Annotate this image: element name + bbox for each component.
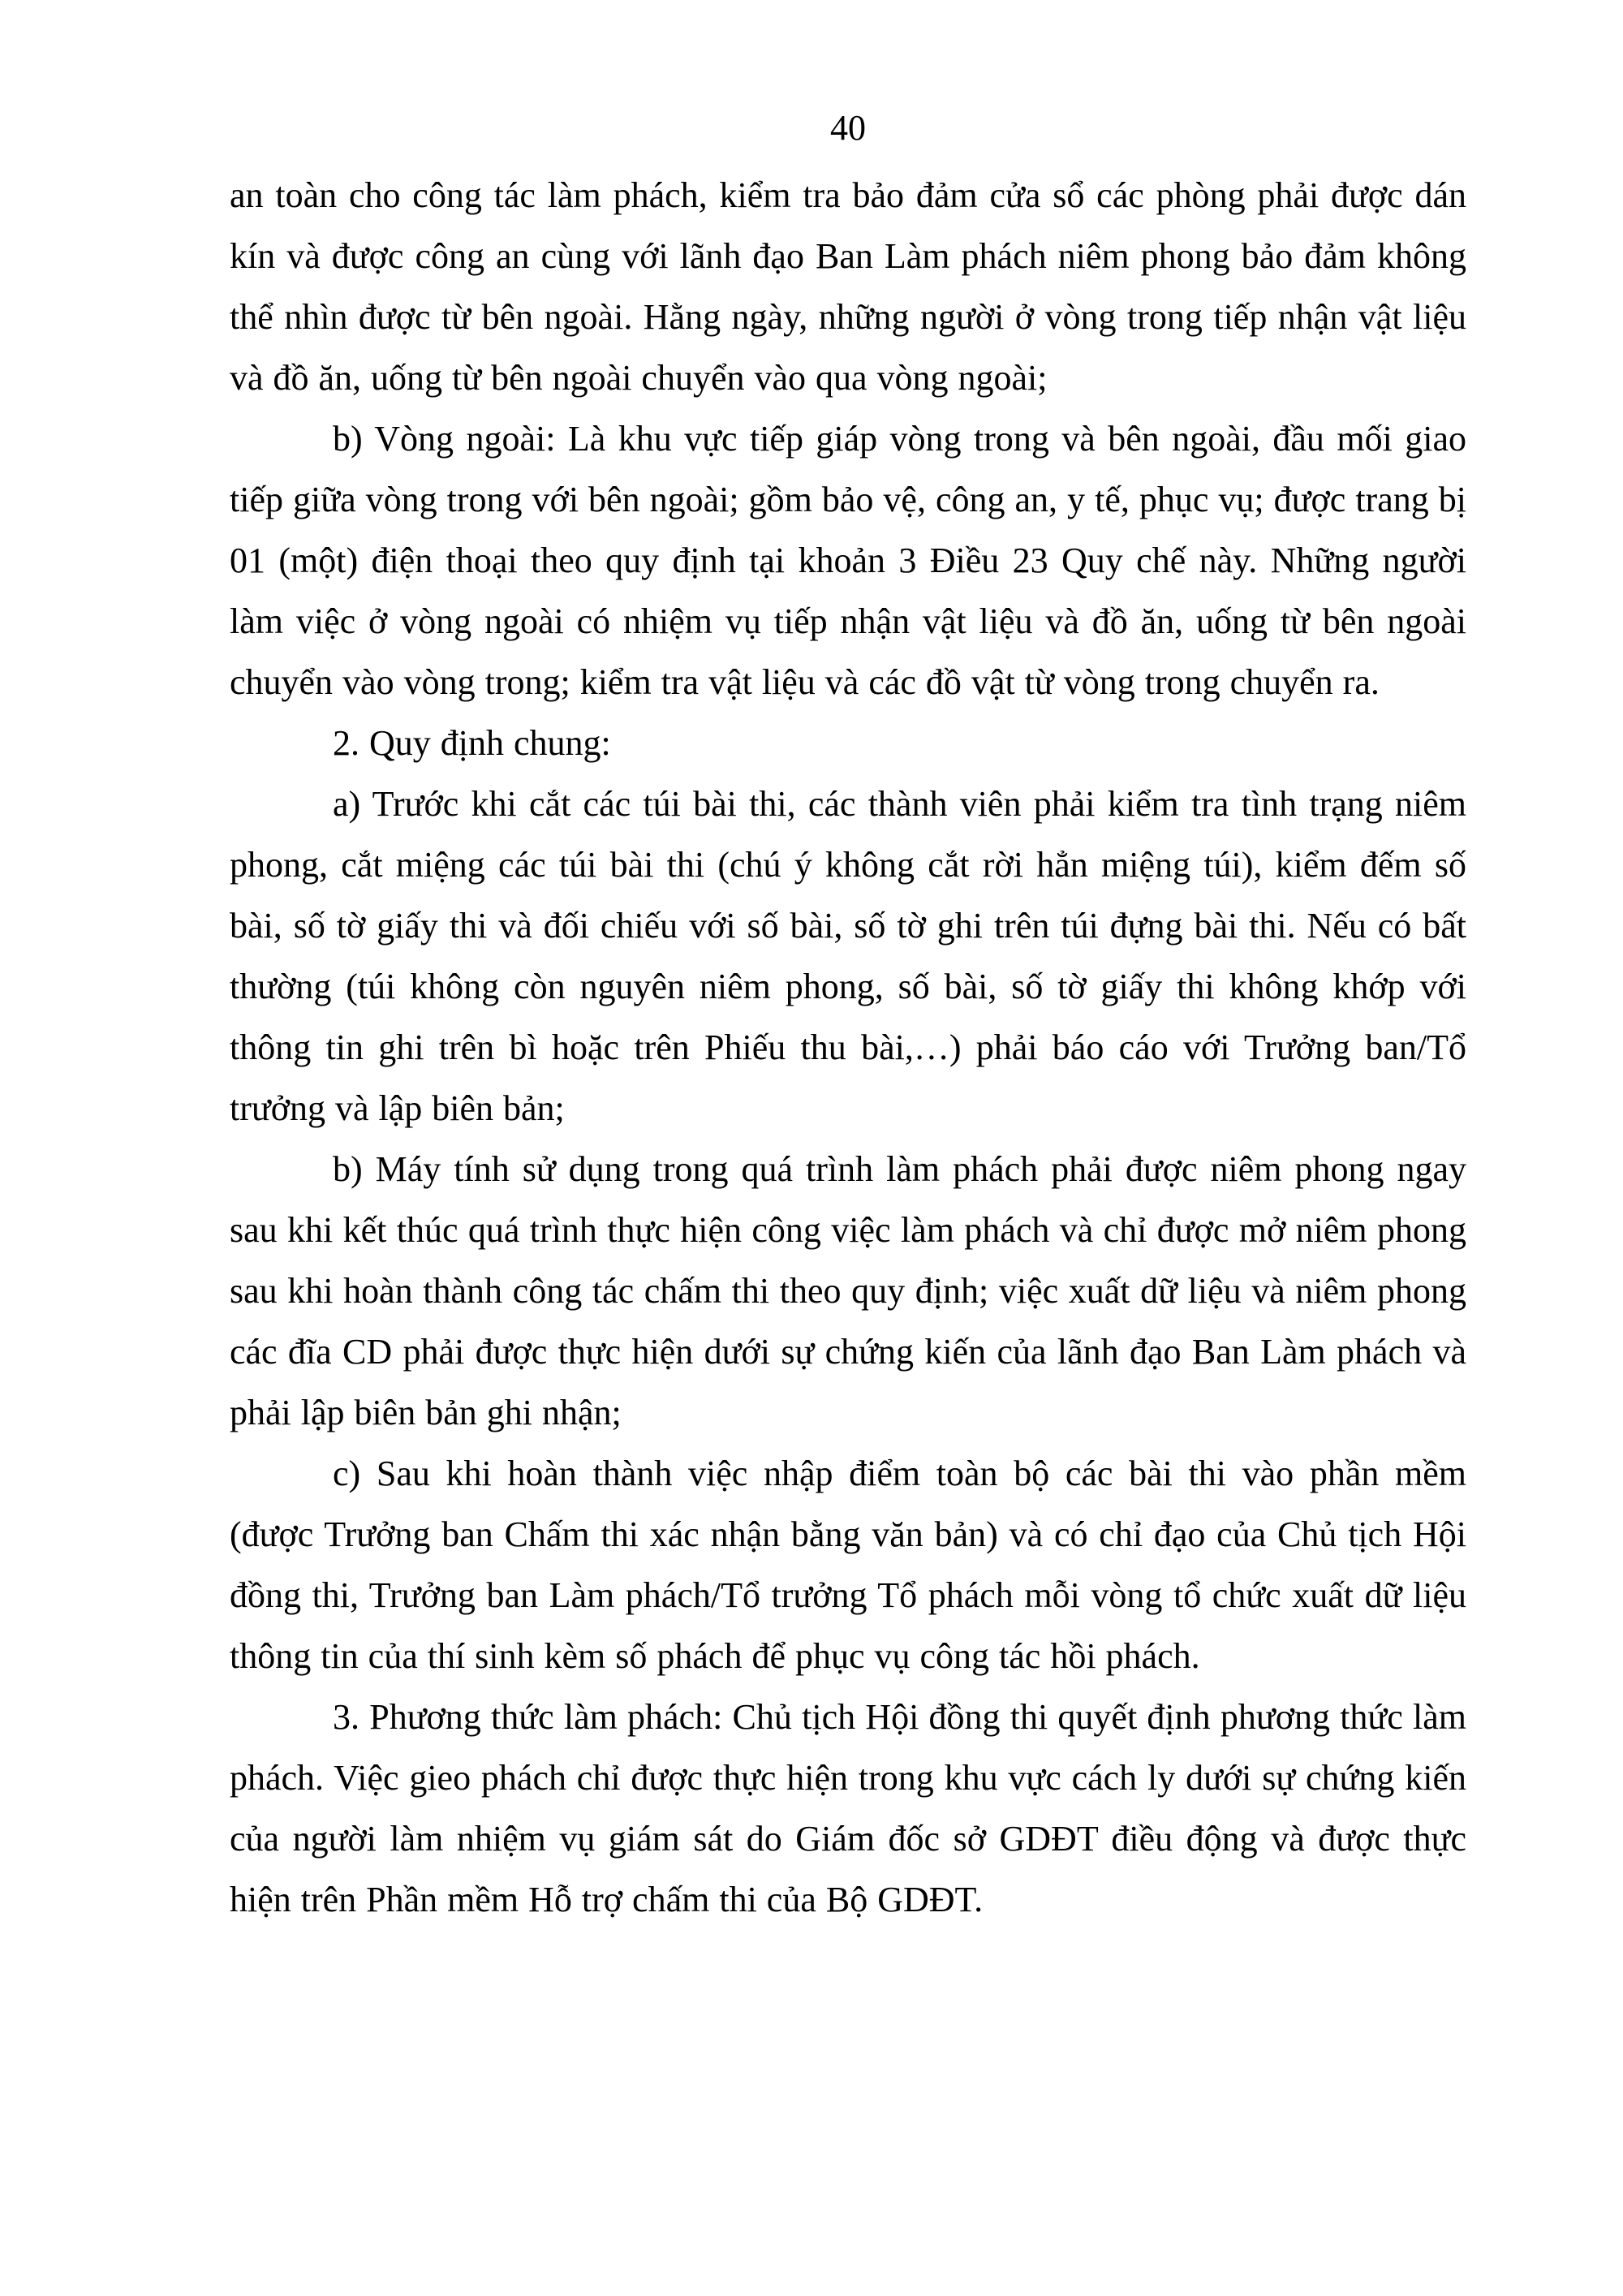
paragraph-item-a: a) Trước khi cắt các túi bài thi, các thành viên phải kiểm tra tình trạng niêm phong, cắt miệng các túi bài thi (chú ý không cắt rời hẳn miệng túi), kiểm đếm số bài, số tờ giấy thi và đối chiếu với số bài, số tờ ghi trên túi đựng bài thi. Nếu có bất thường (túi không còn nguyên niêm phong, số bài, số tờ giấy thi không khớp với thông tin ghi trên bì hoặc trên Phiếu thu bài,…) phải báo cáo với Trưởng ban/Tổ trưởng và lập biên bản; <box>230 784 1466 1128</box>
page-number: 40 <box>830 108 866 148</box>
paragraph-continuation: an toàn cho công tác làm phách, kiểm tra bảo đảm cửa sổ các phòng phải được dán kín và được công an cùng với lãnh đạo Ban Làm phách niêm phong bảo đảm không thể nhìn được từ bên ngoài. Hằng ngày, những người ở vòng trong tiếp nhận vật liệu và đồ ăn, uống từ bên ngoài chuyển vào qua vòng ngoài; <box>230 175 1466 398</box>
section-2-heading: 2. Quy định chung: <box>333 723 611 763</box>
paragraph-item-c: c) Sau khi hoàn thành việc nhập điểm toàn bộ các bài thi vào phần mềm (được Trưởng ban Chấm thi xác nhận bằng văn bản) và có chỉ đạo của Chủ tịch Hội đồng thi, Trưởng ban Làm phách/Tổ trưởng Tổ phách mỗi vòng tổ chức xuất dữ liệu thông tin của thí sinh kèm số phách để phục vụ công tác hồi phách. <box>230 1454 1466 1676</box>
paragraph-section-3: 3. Phương thức làm phách: Chủ tịch Hội đồng thi quyết định phương thức làm phách. Việc gieo phách chỉ được thực hiện trong khu vực cách ly dưới sự chứng kiến của người làm nhiệm vụ giám sát do Giám đốc sở GDĐT điều động và được thực hiện trên Phần mềm Hỗ trợ chấm thi của Bộ GDĐT. <box>230 1697 1466 1919</box>
document-body <box>230 165 1466 1930</box>
paragraph-item-b-may-tinh: b) Máy tính sử dụng trong quá trình làm phách phải được niêm phong ngay sau khi kết thúc quá trình thực hiện công việc làm phách và chỉ được mở niêm phong sau khi hoàn thành công tác chấm thi theo quy định; việc xuất dữ liệu và niêm phong các đĩa CD phải được thực hiện dưới sự chứng kiến của lãnh đạo Ban Làm phách và phải lập biên bản ghi nhận; <box>230 1149 1466 1432</box>
paragraph-item-b-vong-ngoai: b) Vòng ngoài: Là khu vực tiếp giáp vòng trong và bên ngoài, đầu mối giao tiếp giữa vòng trong với bên ngoài; gồm bảo vệ, công an, y tế, phục vụ; được trang bị 01 (một) điện thoại theo quy định tại khoản 3 Điều 23 Quy chế này. Những người làm việc ở vòng ngoài có nhiệm vụ tiếp nhận vật liệu và đồ ăn, uống từ bên ngoài chuyển vào vòng trong; kiểm tra vật liệu và các đồ vật từ vòng trong chuyển ra. <box>230 419 1466 702</box>
